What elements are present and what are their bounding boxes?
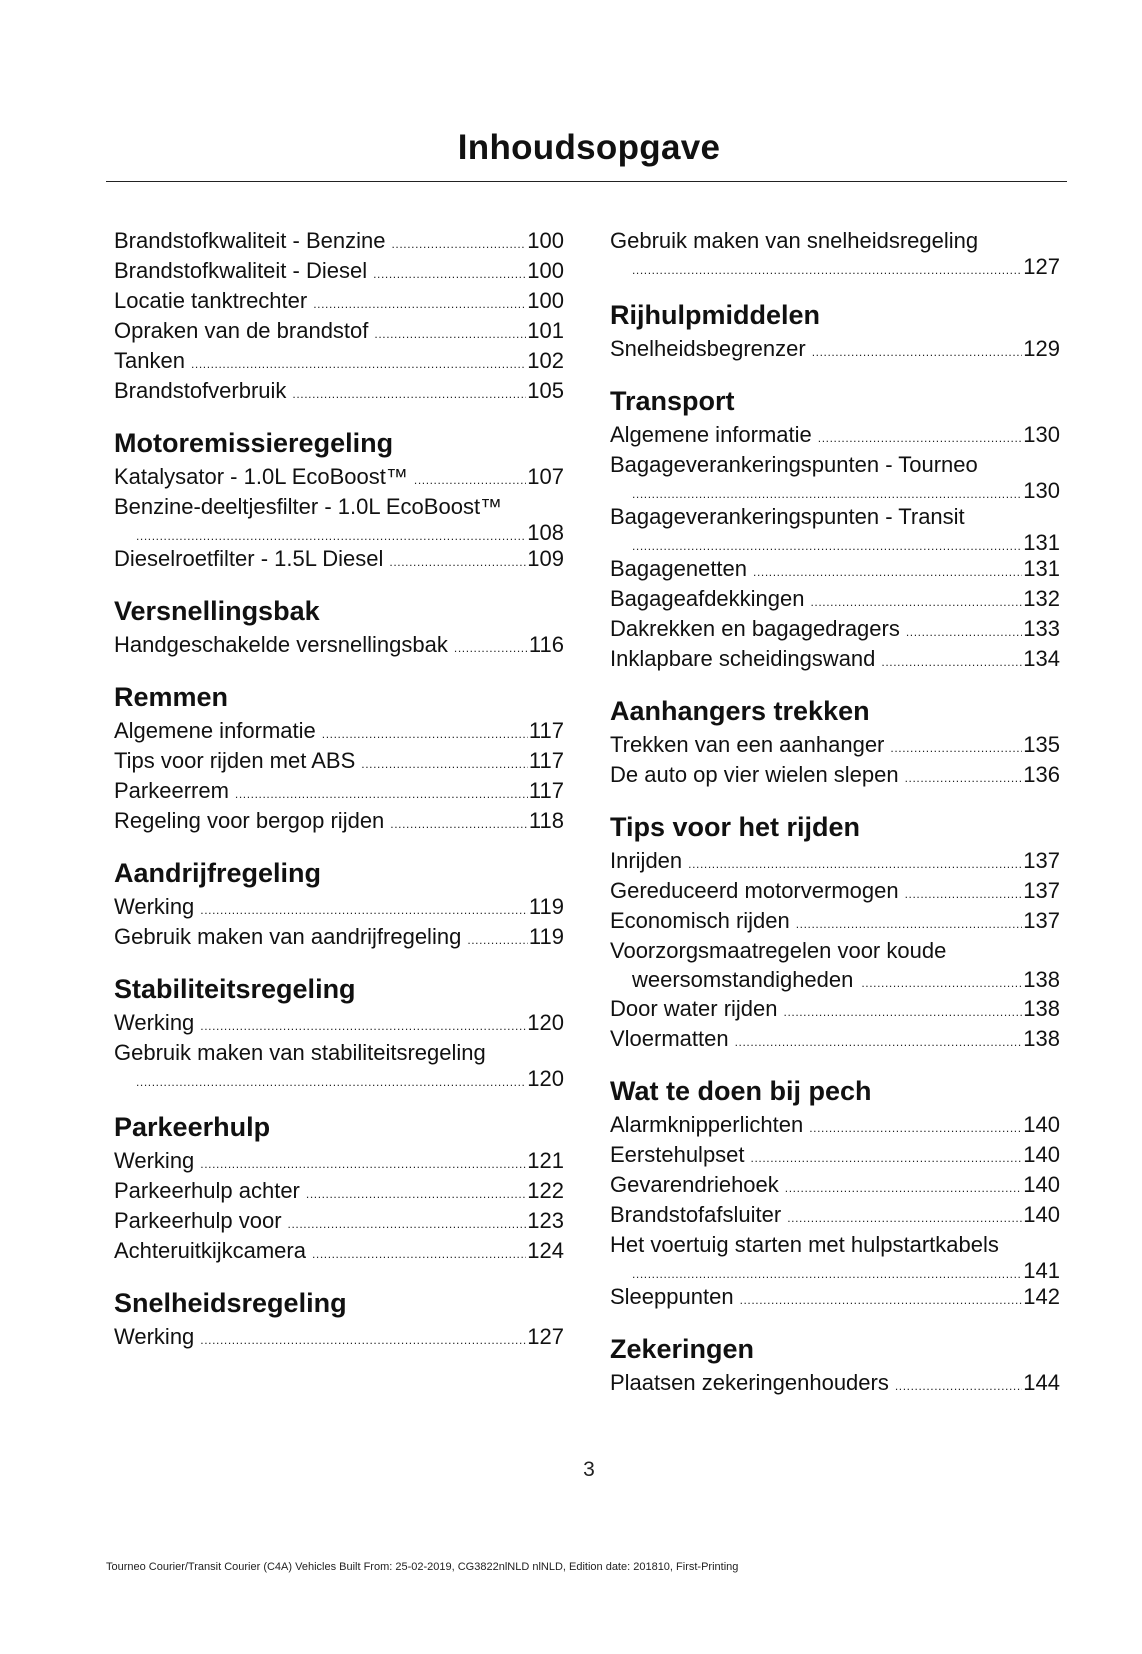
section-heading: Aanhangers trekken: [610, 696, 870, 726]
toc-entry[interactable]: [114, 1146, 564, 1176]
dot-leader: [391, 238, 526, 250]
toc-section: [114, 836, 564, 952]
section-heading: Snelheidsregeling: [114, 1288, 347, 1318]
toc-entry-page: 140: [1023, 1202, 1060, 1227]
dot-leader: [861, 977, 1022, 989]
toc-entry[interactable]: [610, 1282, 1060, 1312]
toc-entry[interactable]: [610, 906, 1060, 936]
dot-leader: [136, 1076, 526, 1088]
toc-entry-page: 119: [528, 924, 564, 949]
toc-entry-page: 120: [527, 1066, 564, 1091]
toc-entry-page: 144: [1023, 1370, 1060, 1395]
toc-section: [114, 1090, 564, 1266]
dot-leader: [632, 540, 1022, 552]
toc-entry-page: 121: [527, 1148, 564, 1173]
toc-entry-page: 134: [1023, 646, 1060, 671]
toc-section: [114, 406, 564, 574]
toc-left-column: [114, 226, 564, 1352]
toc-entry-title: Gebruik maken van stabiliteitsregeling: [114, 1040, 486, 1065]
dot-leader: [374, 328, 526, 340]
toc-entry[interactable]: [610, 876, 1060, 906]
dot-leader: [881, 656, 1022, 668]
toc-entry-title: De auto op vier wielen slepen: [610, 762, 899, 787]
toc-entry-title: Bagageafdekkingen: [610, 586, 805, 611]
toc-entry-page: 138: [1023, 967, 1060, 992]
toc-entry[interactable]: [114, 1236, 564, 1266]
toc-entry-page: 140: [1023, 1172, 1060, 1197]
dot-leader: [306, 1188, 526, 1200]
toc-entry-page: 108: [527, 520, 564, 545]
toc-entry-page: 140: [1023, 1112, 1060, 1137]
toc-entry[interactable]: [610, 1230, 1060, 1282]
toc-entry[interactable]: [610, 420, 1060, 450]
toc-entry-page: 107: [527, 464, 564, 489]
section-spacer: [610, 278, 1060, 300]
toc-entry[interactable]: [610, 760, 1060, 790]
toc-entry-page: 133: [1023, 616, 1060, 641]
dot-leader: [632, 488, 1022, 500]
toc-entry-continuation: [610, 532, 1060, 554]
section-spacer: [114, 836, 564, 858]
toc-entry[interactable]: [114, 544, 564, 574]
toc-section: [610, 278, 1060, 364]
section-spacer: [610, 364, 1060, 386]
toc-entry-page: 127: [1023, 254, 1060, 279]
toc-entry-page: 138: [1023, 996, 1060, 1021]
toc-entry[interactable]: [114, 892, 564, 922]
dot-leader: [785, 1182, 1023, 1194]
toc-entry-title: Benzine-deeltjesfilter - 1.0L EcoBoost™: [114, 494, 503, 519]
dot-leader: [632, 1268, 1022, 1280]
toc-entry-continuation: [610, 966, 1060, 994]
toc-entry[interactable]: [114, 630, 564, 660]
section-heading: Parkeerhulp: [114, 1112, 271, 1142]
toc-entry-page: 132: [1023, 586, 1060, 611]
dot-leader: [292, 388, 526, 400]
toc-entry-page: 127: [527, 1324, 564, 1349]
toc-entry-title: Brandstofkwaliteit - Benzine: [114, 228, 386, 253]
toc-section: [610, 364, 1060, 674]
section-spacer: [114, 1266, 564, 1288]
toc-entry[interactable]: [610, 1024, 1060, 1054]
toc-entry-title: Tips voor rijden met ABS: [114, 748, 356, 773]
toc-entry[interactable]: [610, 1110, 1060, 1140]
toc-entry-title: Bagagenetten: [610, 556, 748, 581]
toc-entry-title: Bagageverankeringspunten - Transit: [610, 504, 965, 529]
dot-leader: [235, 788, 528, 800]
section-spacer: [610, 790, 1060, 812]
toc-entry[interactable]: [114, 1176, 564, 1206]
toc-section: [114, 574, 564, 660]
toc-entry-title: Gebruik maken van snelheidsregeling: [610, 228, 979, 253]
toc-entry[interactable]: [610, 644, 1060, 674]
toc-entry[interactable]: [114, 256, 564, 286]
toc-entry[interactable]: [114, 1322, 564, 1352]
toc-entry-page: 130: [1023, 422, 1060, 447]
section-heading: Remmen: [114, 682, 229, 712]
toc-entry-title: Trekken van een aanhanger: [610, 732, 885, 757]
toc-entry[interactable]: [610, 614, 1060, 644]
toc-entry-title: Vloermatten: [610, 1026, 729, 1051]
dot-leader: [784, 1006, 1023, 1018]
toc-entry-page: 117: [528, 778, 564, 803]
toc-entry-page: 141: [1023, 1258, 1060, 1283]
dot-leader: [632, 264, 1022, 276]
toc-entry-page: 102: [527, 348, 564, 373]
toc-entry[interactable]: [114, 492, 564, 544]
dot-leader: [191, 358, 526, 370]
section-spacer: [114, 574, 564, 596]
toc-entry-title: Opraken van de brandstof: [114, 318, 369, 343]
dot-leader: [890, 742, 1022, 754]
dot-leader: [906, 626, 1022, 638]
dot-leader: [288, 1218, 527, 1230]
toc-entry-title: Parkeerhulp voor: [114, 1208, 282, 1233]
toc-entry-page: 122: [527, 1178, 564, 1203]
toc-entry-page: 117: [528, 718, 564, 743]
dot-leader: [809, 1122, 1022, 1134]
toc-entry-title: Sleeppunten: [610, 1284, 734, 1309]
toc-entry-title: Werking: [114, 894, 195, 919]
dot-leader: [200, 1020, 526, 1032]
toc-entry-page: 129: [1023, 336, 1060, 361]
toc-entry[interactable]: [114, 346, 564, 376]
toc-entry-page: 124: [527, 1238, 564, 1263]
dot-leader: [811, 596, 1023, 608]
toc-entry-title: Eerstehulpset: [610, 1142, 745, 1167]
toc-section: [610, 1054, 1060, 1312]
section-heading: Wat te doen bij pech: [610, 1076, 872, 1106]
toc-entry-title: Regeling voor bergop rijden: [114, 808, 385, 833]
toc-entry-continuation: [114, 1068, 564, 1090]
toc-entry-title: Brandstofverbruik: [114, 378, 287, 403]
dot-leader: [414, 474, 526, 486]
toc-entry-continuation: [610, 256, 1060, 278]
toc-entry-continuation: [114, 522, 564, 544]
section-spacer: [114, 406, 564, 428]
toc-section: [610, 1312, 1060, 1398]
toc-entry[interactable]: [114, 226, 564, 256]
toc-entry-page: 118: [528, 808, 564, 833]
dot-leader: [812, 346, 1023, 358]
toc-entry-title: Tanken: [114, 348, 185, 373]
toc-entry-page: 101: [527, 318, 564, 343]
toc-entry-title: Algemene informatie: [114, 718, 316, 743]
toc-entry[interactable]: [114, 746, 564, 776]
toc-entry-title: Economisch rijden: [610, 908, 790, 933]
toc-entry-title: Gebruik maken van aandrijfregeling: [114, 924, 462, 949]
toc-entry[interactable]: [610, 502, 1060, 554]
toc-section: [114, 660, 564, 836]
dot-leader: [818, 432, 1023, 444]
toc-entry-title: Achteruitkijkcamera: [114, 1238, 306, 1263]
toc-entry-title: Plaatsen zekeringenhouders: [610, 1370, 889, 1395]
toc-entry-title: Parkeerhulp achter: [114, 1178, 300, 1203]
toc-entry-page: 116: [528, 632, 564, 657]
toc-entry-page: 109: [527, 546, 564, 571]
dot-leader: [200, 1158, 526, 1170]
toc-entry-title: Bagageverankeringspunten - Tourneo: [610, 452, 978, 477]
dot-leader: [895, 1380, 1022, 1392]
toc-entry[interactable]: [114, 806, 564, 836]
toc-entry-page: 100: [527, 228, 564, 253]
dot-leader: [467, 934, 528, 946]
toc-right-column: [610, 226, 1060, 1398]
toc-entry[interactable]: [610, 226, 1060, 278]
dot-leader: [796, 918, 1023, 930]
toc-entry-title: Brandstofafsluiter: [610, 1202, 782, 1227]
section-spacer: [114, 952, 564, 974]
toc-section: [610, 226, 1060, 278]
toc-entry-page: 135: [1023, 732, 1060, 757]
toc-entry[interactable]: [610, 1200, 1060, 1230]
toc-entry-page: 131: [1023, 530, 1060, 555]
toc-entry-page: 140: [1023, 1142, 1060, 1167]
section-heading: Aandrijfregeling: [114, 858, 322, 888]
toc-entry-title: Het voertuig starten met hulpstartkabels: [610, 1232, 999, 1257]
toc-entry-page: 119: [528, 894, 564, 919]
dot-leader: [313, 298, 526, 310]
toc-entry[interactable]: [114, 922, 564, 952]
toc-entry[interactable]: [114, 462, 564, 492]
toc-entry-page: 105: [527, 378, 564, 403]
toc-entry[interactable]: [610, 846, 1060, 876]
section-heading: Versnellingsbak: [114, 596, 320, 626]
toc-entry-page: 137: [1023, 878, 1060, 903]
toc-entry[interactable]: [610, 554, 1060, 584]
toc-entry-title: Inklapbare scheidingswand: [610, 646, 876, 671]
toc-entry-page: 120: [527, 1010, 564, 1035]
toc-entry-title: Werking: [114, 1010, 195, 1035]
toc-entry-page: 130: [1023, 478, 1060, 503]
toc-entry[interactable]: [114, 316, 564, 346]
dot-leader: [373, 268, 526, 280]
dot-leader: [740, 1294, 1023, 1306]
toc-entry[interactable]: [114, 716, 564, 746]
toc-entry-title: Parkeerrem: [114, 778, 229, 803]
toc-entry[interactable]: [610, 730, 1060, 760]
section-heading: Transport: [610, 386, 735, 416]
toc-entry[interactable]: [610, 334, 1060, 364]
toc-entry[interactable]: [610, 450, 1060, 502]
toc-entry-page: 136: [1023, 762, 1060, 787]
toc-entry-title: Dakrekken en bagagedragers: [610, 616, 900, 641]
toc-entry-page: 137: [1023, 908, 1060, 933]
toc-entry-title: Werking: [114, 1148, 195, 1173]
section-spacer: [610, 674, 1060, 696]
toc-entry[interactable]: [610, 1140, 1060, 1170]
dot-leader: [688, 858, 1022, 870]
title-divider: [106, 181, 1067, 182]
toc-entry[interactable]: [114, 776, 564, 806]
dot-leader: [751, 1152, 1023, 1164]
toc-entry-page: 138: [1023, 1026, 1060, 1051]
section-spacer: [114, 660, 564, 682]
dot-leader: [136, 530, 526, 542]
toc-entry-title: Handgeschakelde versnellingsbak: [114, 632, 448, 657]
toc-entry-title: Gevarendriehoek: [610, 1172, 779, 1197]
toc-entry-title: Door water rijden: [610, 996, 778, 1021]
dot-leader: [735, 1036, 1023, 1048]
dot-leader: [312, 1248, 526, 1260]
page-number: 3: [583, 1458, 595, 1481]
toc-entry-page: 100: [527, 258, 564, 283]
toc-entry[interactable]: [610, 936, 1060, 994]
section-heading: Motoremissieregeling: [114, 428, 394, 458]
dot-leader: [753, 566, 1022, 578]
toc-section: [610, 674, 1060, 790]
toc-entry-page: 137: [1023, 848, 1060, 873]
dot-leader: [390, 818, 528, 830]
dot-leader: [787, 1212, 1022, 1224]
toc-entry[interactable]: [114, 1038, 564, 1090]
toc-entry[interactable]: [610, 1170, 1060, 1200]
toc-entry-title: Inrijden: [610, 848, 683, 873]
toc-entry-title-cont: weersomstandigheden: [632, 967, 854, 992]
toc-entry-page: 123: [527, 1208, 564, 1233]
toc-entry-page: 117: [528, 748, 564, 773]
toc-entry[interactable]: [610, 584, 1060, 614]
toc-entry[interactable]: [114, 1206, 564, 1236]
dot-leader: [200, 904, 528, 916]
toc-entry[interactable]: [114, 286, 564, 316]
page-title: Inhoudsopgave: [457, 128, 721, 167]
toc-entry-page: 142: [1023, 1284, 1060, 1309]
toc-entry-continuation: [610, 1260, 1060, 1282]
dot-leader: [322, 728, 528, 740]
toc-entry-title: Algemene informatie: [610, 422, 812, 447]
section-heading: Zekeringen: [610, 1334, 755, 1364]
toc-entry-continuation: [610, 480, 1060, 502]
toc-entry-title: Werking: [114, 1324, 195, 1349]
dot-leader: [454, 642, 528, 654]
toc-entry-title: Alarmknipperlichten: [610, 1112, 804, 1137]
toc-entry-title: Katalysator - 1.0L EcoBoost™: [114, 464, 408, 489]
section-heading: Stabiliteitsregeling: [114, 974, 356, 1004]
dot-leader: [905, 888, 1023, 900]
dot-leader: [905, 772, 1023, 784]
toc-entry-page: 131: [1023, 556, 1060, 581]
toc-entry[interactable]: [610, 1368, 1060, 1398]
footer-note: Tourneo Courier/Transit Courier (C4A) Vehicles Built From: 25-02-2019, CG3822nlNLD nlNLD, Edition date: 201810, First-Printing: [106, 1561, 739, 1573]
toc-entry-title: Dieselroetfilter - 1.5L Diesel: [114, 546, 384, 571]
toc-section: [114, 1266, 564, 1352]
toc-entry-title: Locatie tanktrechter: [114, 288, 308, 313]
section-spacer: [610, 1054, 1060, 1076]
toc-entry[interactable]: [114, 376, 564, 406]
toc-entry-page: 100: [527, 288, 564, 313]
toc-section: [610, 790, 1060, 1054]
toc-entry-title: Brandstofkwaliteit - Diesel: [114, 258, 368, 283]
section-heading: Rijhulpmiddelen: [610, 300, 821, 330]
section-spacer: [610, 1312, 1060, 1334]
dot-leader: [361, 758, 528, 770]
toc-section: [114, 952, 564, 1090]
toc-entry-title: Snelheidsbegrenzer: [610, 336, 806, 361]
toc-entry[interactable]: [610, 994, 1060, 1024]
toc-entry[interactable]: [114, 1008, 564, 1038]
toc-entry-title: Voorzorgsmaatregelen voor koude: [610, 938, 947, 963]
section-heading: Tips voor het rijden: [610, 812, 861, 842]
toc-entry-title: Gereduceerd motorvermogen: [610, 878, 899, 903]
toc-section: [114, 226, 564, 406]
section-spacer: [114, 1090, 564, 1112]
dot-leader: [200, 1334, 526, 1346]
dot-leader: [389, 556, 526, 568]
